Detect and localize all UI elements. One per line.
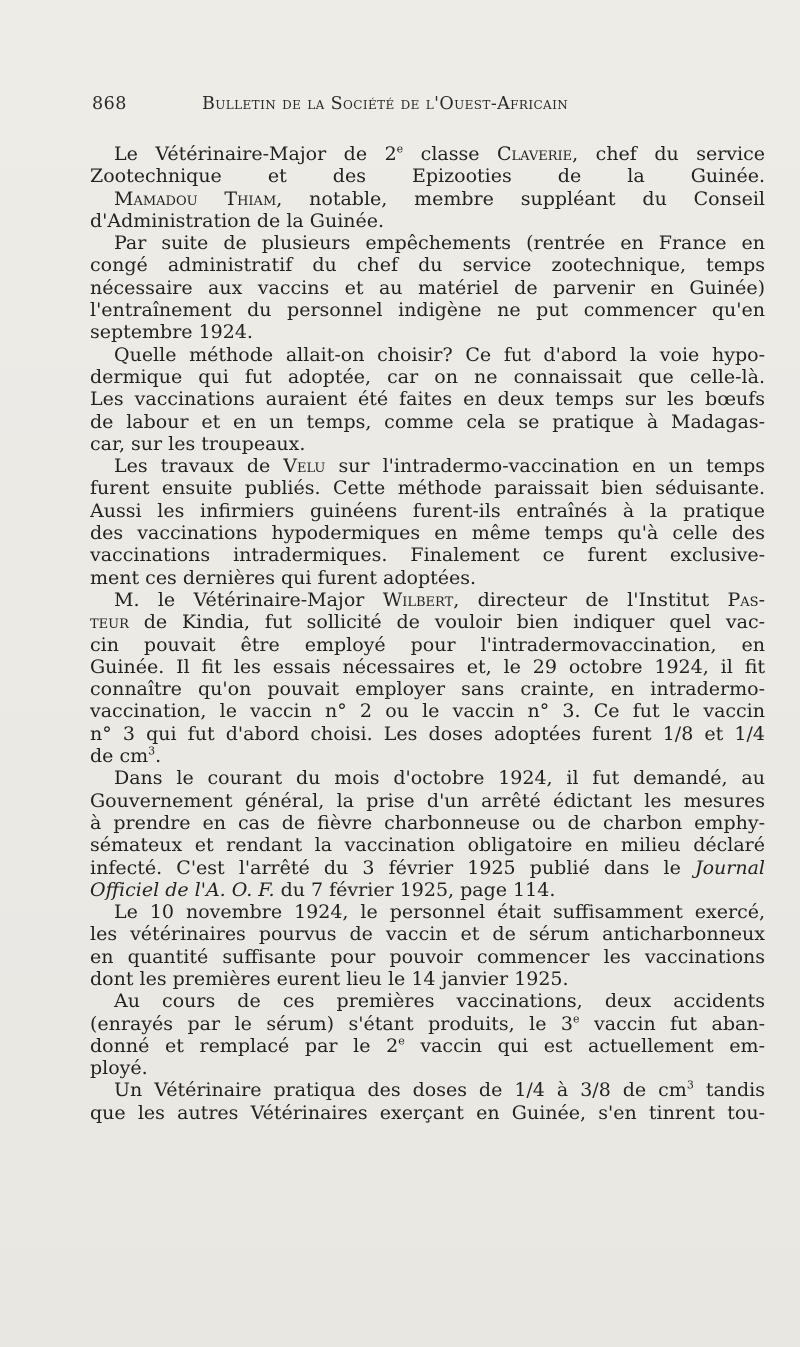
text-line: d'Administration de la Guinée. — [90, 209, 385, 232]
text-line: Le Vétérinaire-Major de 2e classe Claverie, chef du service — [114, 143, 765, 165]
text-line: n° 3 qui fut d'abord choisi. Les doses adoptées furent 1/8 et 1/4 — [90, 722, 765, 745]
text-line: Les vaccinations auraient été faites en deux temps sur les bœufs — [90, 388, 765, 411]
text-line: dermique qui fut adoptée, car on ne connaissait que celle-là. — [90, 365, 765, 388]
page-number: 868 — [92, 94, 127, 114]
text-line: connaître qu'on pouvait employer sans crainte, en intradermo- — [90, 678, 765, 701]
text-line: l'entraînement du personnel indigène ne put commencer qu'en — [90, 299, 765, 322]
text-line: car, sur les troupeaux. — [90, 432, 306, 455]
text-line: Gouvernement général, la prise d'un arrêté édictant les mesures — [90, 789, 765, 812]
text-line: les vétérinaires pourvus de vaccin et de sérum anticharbonneux — [90, 923, 765, 946]
text-line: Les travaux de Velu sur l'intradermo-vaccination en un temps — [114, 455, 765, 478]
running-header — [90, 94, 770, 116]
text-line: M. le Vétérinaire-Major Wilbert, directeur de l'Institut Pas- — [114, 588, 765, 611]
text-line: sémateux et rendant la vaccination obligatoire en milieu déclaré — [90, 834, 765, 857]
text-line: congé administratif du chef du service zootechnique, temps — [90, 254, 765, 277]
text-line: furent ensuite publiés. Cette méthode paraissait bien séduisante. — [90, 477, 765, 500]
text-line: Officiel de l'A. O. F. du 7 février 1925, page 114. — [90, 878, 556, 901]
text-line: Zootechnique et des Epizooties de la Guinée. — [90, 165, 765, 188]
text-line: Aussi les infirmiers guinéens furent-ils entraînés à la pratique — [90, 499, 765, 522]
text-line: dont les premières eurent lieu le 14 janvier 1925. — [90, 967, 569, 990]
text-line: Mamadou Thiam, notable, membre suppléant du Conseil — [114, 187, 765, 210]
text-line: Par suite de plusieurs empêchements (rentrée en France en — [114, 232, 765, 255]
body-text — [90, 143, 765, 1124]
text-line: ployé. — [90, 1057, 148, 1080]
text-line: Dans le courant du mois d'octobre 1924, il fut demandé, au — [114, 767, 765, 790]
text-line: de labour et en un temps, comme cela se pratique à Madagas- — [90, 410, 765, 433]
text-line: en quantité suffisante pour pouvoir commencer les vaccinations — [90, 945, 765, 968]
text-line: vaccinations intradermiques. Finalement ce furent exclusive- — [90, 544, 765, 567]
text-line: de $cm^3$. — [90, 745, 162, 768]
text-line: (enrayés par le sérum) s'étant produits, le 3e vaccin fut aban- — [90, 1012, 765, 1035]
text-line: teur de Kindia, fut sollicité de vouloir bien indiquer quel vac- — [90, 611, 765, 634]
text-line: des vaccinations hypodermiques en même temps qu'à celle des — [90, 522, 765, 545]
text-line: à prendre en cas de fièvre charbonneuse ou de charbon emphy- — [90, 811, 765, 834]
text-line: Quelle méthode allait-on choisir? Ce fut d'abord la voie hypo- — [114, 343, 765, 366]
text-line: ment ces dernières qui furent adoptées. — [90, 566, 477, 589]
text-line: nécessaire aux vaccins et au matériel de parvenir en Guinée) — [90, 276, 765, 299]
text-line: cin pouvait être employé pour l'intradermovaccination, en — [90, 633, 765, 656]
text-line: infecté. C'est l'arrêté du 3 février 1925 publié dans le Journal — [90, 856, 765, 879]
text-line: vaccination, le vaccin n° 2 ou le vaccin n° 3. Ce fut le vaccin — [90, 700, 765, 723]
text-line: Au cours de ces premières vaccinations, deux accidents — [114, 990, 765, 1013]
text-line: donné et remplacé par le 2e vaccin qui est actuellement em- — [90, 1034, 765, 1057]
text-line: que les autres Vétérinaires exerçant en Guinée, s'en tinrent tou- — [90, 1101, 765, 1124]
text-line: Guinée. Il fit les essais nécessaires et, le 29 octobre 1924, il fit — [90, 655, 765, 678]
text-line: Le 10 novembre 1924, le personnel était suffisamment exercé, — [114, 901, 765, 924]
running-title: Bulletin de la Société de l'Ouest-Africain — [202, 94, 569, 114]
text-line: Un Vétérinaire pratiqua des doses de 1/4 à 3/8 de $cm^3$ tandis — [114, 1079, 765, 1102]
text-line: septembre 1924. — [90, 321, 253, 344]
